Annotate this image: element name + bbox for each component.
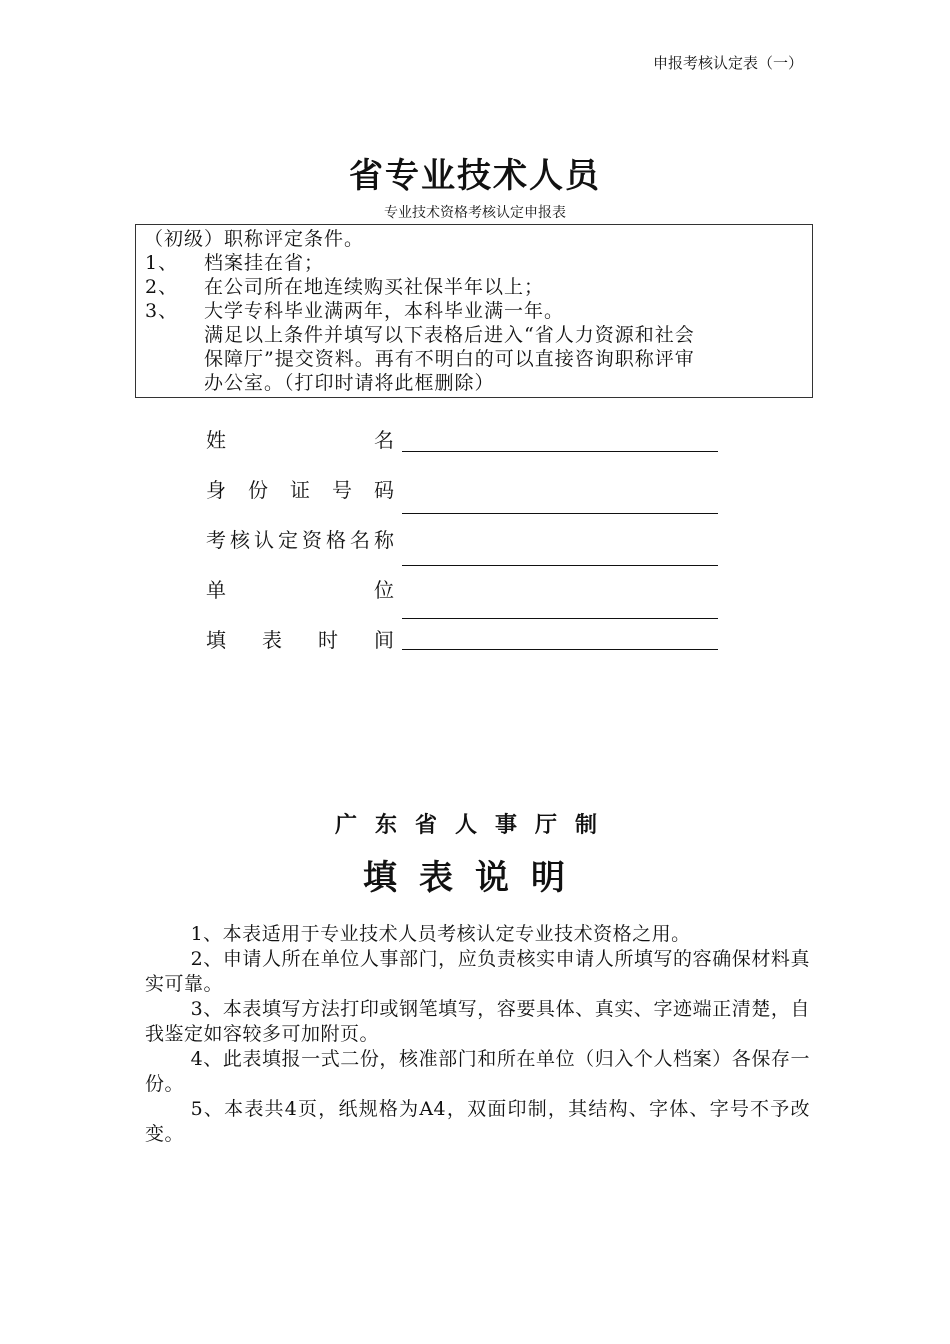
qualification-input-line[interactable] [402, 565, 718, 566]
instruction-item: 5、本表共4页，纸规格为A4，双面印制，其结构、字体、字号不予改变。 [145, 1098, 810, 1145]
instruction-item: 2、申请人所在单位人事部门，应负责核实申请人所填写的容确保材料真实可靠。 [145, 948, 810, 995]
conditions-line: 3、 大学专科毕业满两年，本科毕业满一年。 [145, 300, 565, 322]
field-label-id-number: 身 份 证 号 码 [206, 478, 394, 502]
conditions-line: 2、 在公司所在地连续购买社保半年以上； [145, 276, 545, 298]
conditions-line: 办公室。（打印时请将此框删除） [204, 372, 495, 394]
field-label-date: 填 表 时 间 [206, 628, 394, 652]
instruction-item: 3、本表填写方法打印或钢笔填写，容要具体、真实、字迹端正清楚，自我鉴定如容较多可加附页。 [145, 998, 810, 1045]
issuer: 广东省人事厅制 [334, 812, 615, 838]
id-number-input-line[interactable] [402, 513, 718, 514]
conditions-box [135, 224, 813, 398]
field-label-qualification: 考 核 认 定 资 格 名 称 [206, 528, 394, 552]
instruction-item: 4、此表填报一式二份，核准部门和所在单位（归入个人档案）各保存一份。 [145, 1048, 810, 1095]
instructions-title: 填表说明 [363, 858, 587, 898]
name-input-line[interactable] [402, 451, 718, 452]
field-label-employer: 单 位 [206, 578, 394, 602]
instructions-body [145, 922, 810, 1147]
page-title: 省专业技术人员 [349, 156, 601, 196]
conditions-line: 1、 档案挂在省； [145, 252, 325, 274]
instruction-item: 1、本表适用于专业技术人员考核认定专业技术资格之用。 [190, 923, 691, 945]
header-note: 申报考核认定表（一） [652, 54, 803, 72]
conditions-line: 满足以上条件并填写以下表格后进入“省人力资源和社会 [204, 324, 695, 346]
field-label-name: 姓 名 [206, 428, 394, 452]
date-input-line[interactable] [402, 649, 718, 650]
conditions-line: （初级）职称评定条件。 [144, 228, 365, 250]
page-subtitle: 专业技术资格考核认定申报表 [384, 205, 566, 221]
conditions-line: 保障厅”提交资料。再有不明白的可以直接咨询职称评审 [204, 348, 695, 370]
employer-input-line[interactable] [402, 618, 718, 619]
